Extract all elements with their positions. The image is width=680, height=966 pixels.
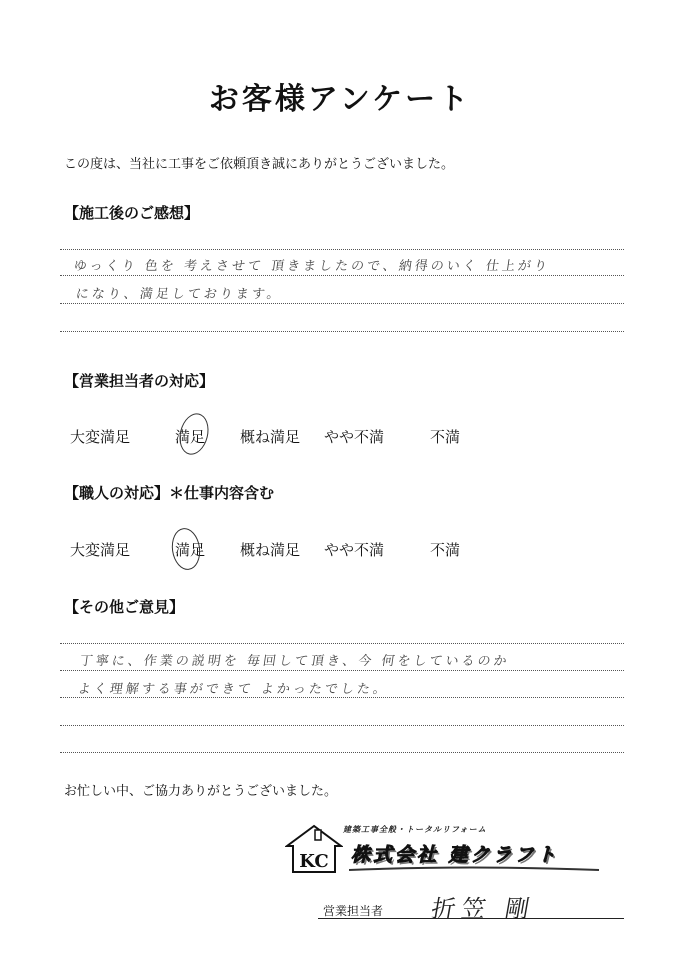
dotted-line (60, 725, 624, 726)
craftsman-option-satisfied[interactable]: 満足 (175, 541, 206, 559)
impression-heading: 【施工後のご感想】 (64, 204, 200, 222)
dotted-line (60, 303, 624, 304)
intro-text: この度は、当社に工事をご依頼頂き誠にありがとうございました。 (64, 157, 455, 172)
sales-option-very-satisfied[interactable]: 大変満足 (70, 428, 131, 446)
sales-option-satisfied[interactable]: 満足 (175, 428, 206, 446)
selected-circle-mark (175, 410, 212, 458)
craftsman-option-very-satisfied[interactable]: 大変満足 (70, 541, 131, 559)
handwritten-impression-line-2: になり、満足しております。 (74, 287, 284, 302)
craftsman-option-somewhat-dissatisfied[interactable]: やや不満 (324, 541, 385, 559)
dotted-line (60, 752, 624, 753)
selected-circle-mark (169, 526, 206, 571)
handwritten-impression-line-1: ゆっくり 色を 考えさせて 頂きましたので、納得のいく 仕上がり (72, 259, 551, 274)
dotted-line (60, 275, 624, 276)
handwritten-other-line-1: 丁寧に、作業の説明を 毎回して頂き、今 何をしているのか (78, 654, 511, 669)
dotted-line (60, 249, 624, 250)
logo-company-name: 株式会社 建クラフト (351, 844, 559, 866)
dotted-line (60, 643, 624, 644)
craftsman-heading: 【職人の対応】＊仕事内容含む (64, 484, 275, 502)
logo-mark-text: KC (299, 851, 329, 872)
handwritten-other-line-2: よく理解する事ができて よかったでした。 (76, 682, 390, 697)
craftsman-option-mostly-satisfied[interactable]: 概ね満足 (240, 541, 301, 559)
logo-swoosh (349, 864, 609, 874)
sales-option-mostly-satisfied[interactable]: 概ね満足 (240, 428, 301, 446)
sales-option-dissatisfied[interactable]: 不満 (430, 428, 461, 446)
signature-line (318, 918, 624, 919)
dotted-line (60, 331, 624, 332)
logo-tagline: 建築工事全般・トータルリフォーム (343, 825, 487, 834)
dotted-line (60, 697, 624, 698)
staff-signature: 折笠 剛 (429, 895, 538, 923)
kc-house-icon (285, 824, 343, 874)
sales-option-somewhat-dissatisfied[interactable]: やや不満 (324, 428, 385, 446)
other-heading: 【その他ご意見】 (64, 598, 185, 616)
thanks-text: お忙しい中、ご協力ありがとうございました。 (64, 784, 338, 799)
staff-label: 営業担当者 (323, 904, 384, 918)
dotted-line (60, 670, 624, 671)
craftsman-option-dissatisfied[interactable]: 不満 (430, 541, 461, 559)
company-logo (285, 822, 615, 878)
page-title: お客様アンケート (208, 82, 472, 117)
sales-heading: 【営業担当者の対応】 (64, 372, 215, 390)
